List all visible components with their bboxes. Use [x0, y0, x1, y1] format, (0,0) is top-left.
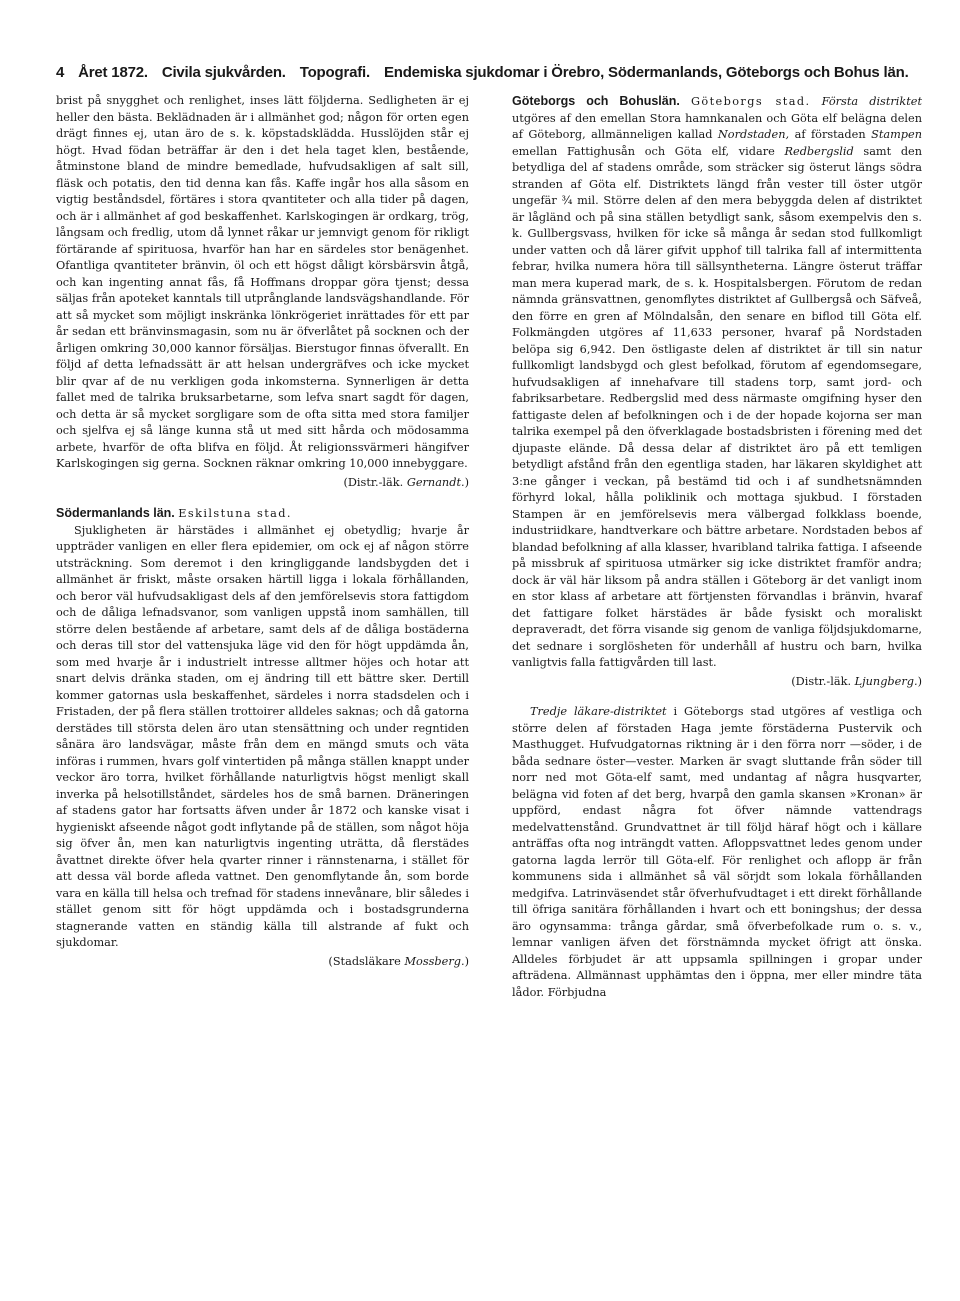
paragraph-third-district: Tredje läkare-distriktet i Göteborgs stad utgöres af vestliga och större delen af förstaden Haga jemte förstäderna Pustervik och Masthugget. Hufvudgatornas riktning är i den förra norr —söder, i de båda sednare öster—vester. Marken är svagt sluttande från söder till norr ned mot Göta-elf samt, med undantag af några husqvarter, belägna vid foten af det berg, hvarpå den gamla skansen »Kronan» är uppförd, endast några fot öfver nämnde vattendrags medelvattenstånd. Grundvattnet är till följd häraf högt och i källare anträffas ofta nog inträngdt vatten. Afloppsvattnet ledes genom under gatorna lagda lerrör till Göta-elf. För renlighet och aflopp är från kommunens sida i allmänhet så väl sörjdt som lokala förhållanden medgifva. Latrinväsendet står öfverhufvudtaget i ett direkt förhållande till öfriga sanitära förhållanden i hvart och ett boningshus; der dessa äro ogynsamma: trånga gårdar, små öfverbefolkade rum o. s. v., lemnar vanligen äfven det förstnämnda mycket öfrigt att önska. Alldeles förbjudet är att uppsamla spillningen i gropar under afträdena. Allmännast upphämtas den i öppna, mer eller mindre täta lådor. Förbjudna	[512, 705, 922, 999]
header-topic-detail: Endemiska sjukdomar i Örebro, Södermanlands, Göteborgs och Bohus län.	[383, 64, 909, 81]
paragraph-karlskoga: brist på snygghet och renlighet, inses lätt följderna. Sedligheten är ej heller den bästa. Beklädnaden är i allmänhet god; någon för orten egen drägt finnes ej, utan äro de s. k. köpstadsklädda. Husslöjden står ej högt. Hvad födan beträffar är den i det hela taget klen, bestående, åtminstone bland de mindre bemedlade, hufvudsakligen af salt sill, fläsk och potatis, den tid denna kan fås. Kaffe ingår hos alla såsom en vigtig beståndsdel, förtäres i stora qvantiteter och alla tider på dagen, och är i allmänhet af god beskaffenhet. Karlskogingen är ordkarg, trög, långsam och fredlig, utom då lynnet råkar ur jemnvigt genom för rikligt förtärande af spirituosa, hvarför han har en särdeles stor benägenhet. Ofantliga qvantiteter bränvin, öl och ett högst dåligt körsbärsvin åtgå, och kan ingenting annat fås, få Hoffmans droppar göra tjenst; dessa säljas från apoteket kanntals till utprånglande landsvägshandlande. För att så mycket som möjligt inskränka lönkrögeriet inrättades för ett par år sedan ett bränvinsmagasin, som nu är öfverlåtet på socknen och der årligen omkring 30,000 kannor försäljas. Bierstugor finnas öfverallt. En följd af detta lefnadssätt är att helsan undergräfves och icke mycket blir qvar af de nu verkligen goda inkomsterna. Synnerligen är detta fallet med de talrika bruksarbetarne, som lefva snart sagdt för dagen, och detta är så mycket sorgligare som de ofta sitta med stora familjer och sjelfva ej så länge kunna stå ut med sitt hårda och mödosamma arbete, hvarför de ofta blifva en följd. Åt religionssvärmeri hängifver Karlskogingen sig gerna. Socknen räknar omkring 10,000 innebyggare.	[56, 94, 469, 470]
header-year: Året 1872.	[78, 64, 148, 81]
paragraph-eskilstuna: Sjukligheten är härstädes i allmänhet ej obetydlig; hvarje år uppträder vanligen en eller flera epidemier, om ock ej af någon större utsträckning. Som deremot i den kringliggande landsbygden det i allmänhet är friskt, måste orsaken härtill ligga i lokala förhållanden, och beror väl hufvudsakligast dels af den jemförelsevis stora fattigdom och de dåliga lefnadsvanor, som vanligen uppstå inom samhällen, till större delen bestående af arbetare, samt dels af de dåliga bostäderna och deras till stor del vattensjuka läge vid den för högt uppdämda ån, som med hvarje år i industrielt intresse alltmer höjes och hotar att snart delvis dränka staden, om ej ändring till ett bättre sker. Dertill kommer gatornas usla beskaffenhet, särdeles i norra stadsdelen och i Fristaden, der på flera ställen trottoirer alldeles saknas; och då gatorna derstädes till största delen äro utan stensättning och under regntiden sånära äro landsvägar, måste från dem en mängd smuts och väta införas i rummen, hvars golf vintertiden på många ställen knappt under veckor äro torra, hvilket förhållande naturligtvis högst menligt skall inverka på helsotillståndet, särdeles hos de små barnen. Dräneringen af stadens gator har fortsatts äfven under år 1872 och kanske visat i hygieniskt afseende något godt inflytande på de ställen, som något höja sig öfver ån, men kan naturligtvis ingenting uträtta, då flerstädes åvattnet direkte öfver hela qvarter rinner i rännstenarna, i stället för att dessa väl borde afleda vattnet. Den genomflytande ån, som borde vara en källa till helsa och trefnad för stadens innevånare, blir således i stället genom sitt för högt uppdämda och i bostadsgrunderna stagnerande vatten en ständig källa till alstrande af fukt och sjukdomar.	[56, 523, 469, 949]
right-column	[512, 93, 922, 1001]
signature-gernandt: (Distr.-läk. Gernandt.)	[343, 475, 469, 489]
signature-mossberg: (Stadsläkare Mossberg.)	[328, 954, 469, 968]
paragraph-first-district: Göteborgs och Bohuslän. Göteborgs stad. Första distriktet utgöres af den emellan Stora hamnkanalen och Göta elf belägna delen af Göteborg, allmänneligen kallad Nordstaden, af förstaden Stampen emellan Fattighusån och Göta elf, vidare Redbergslid samt den betydliga del af stadens område, som sträcker sig österut längs södra stranden af Göta elf. Distriktets längd från vester till öster utgör ungefär ¾ mil. Större delen af den mera bebyggda delen af distriktet är lågländ och på sina ställen betydligt sank, såsom exempelvis den s. k. Gullbergsvass, hvilken för icke så många år sedan stod fullkomligt under vatten och då lärer gifvit upphof till talrika fall af intermittenta febrar, hvilka numera höra till sällsyntheterna. Längre österut träffar man mera kuperad mark, de s. k. Hospitalsbergen. Förutom de redan nämnda gränsvattnen, genomflytes distriktet af Gullbergså och Säfveå, den förre en gren af Mölndalsån, den senare en biflod till Göta elf. Folkmängden utgöres af 11,633 personer, hvaraf på Nordstaden belöpa sig 6,942. Den östligaste delen af distriktet är till sin natur fullkomligt landsbygd och glest befolkad, förutom af egendomsegare, hufvudsakligen af innehafvare till stadens torp, samt jord- och fabriksarbetare. Redbergslid med dess närmaste omgifning hyser den fattigaste delen af befolkningen och i de der hopade kojorna ser man talrika exempel på den öfverklagade bostadsbristen i förening med det djupaste elände. Då dessa delar af distriktet äro på ett temligen betydligt afstånd från den egentliga staden, har läkaren skyldighet att 3:ne gånger i veckan, på bestämd tid och i af sundhetsnämnden förhyrd lokal, hålla poliklinik och mottaga sjukbud. I förstaden Stampen är en jemförelsevis mera välbergad folkklass boende, industriidkare, handtverkare och bättre arbetare. Nordstaden bebos af blandad befolkning af alla klasser, hvaribland talrika fattiga. I afseende på missbruk af spirituosa utmärker sig icke distriktet framför andra; dock är väl här liksom på andra ställen i Göteborg är det vanligt inom en stor klass af arbetare att förtjensten förvandlas i bränvin, hvaraf det fattigare folket härstädes är både fysiskt och moraliskt depraveradt, det förra visande sig genom de vanliga följdsjukdomarne, det sednare i sorglösheten för underhåll af hustru och barn, hvilka vanligtvis falla fattigvården till last.	[512, 94, 923, 669]
header-section: Civila sjukvården.	[161, 64, 286, 81]
running-header	[56, 64, 916, 88]
section-heading-sodermanland: Södermanlands län. Eskilstuna stad.	[56, 506, 292, 520]
left-column	[56, 93, 469, 970]
page-number: 4	[56, 64, 65, 81]
signature-ljungberg: (Distr.-läk. Ljungberg.)	[791, 674, 922, 688]
header-topic: Topografi.	[299, 64, 370, 81]
